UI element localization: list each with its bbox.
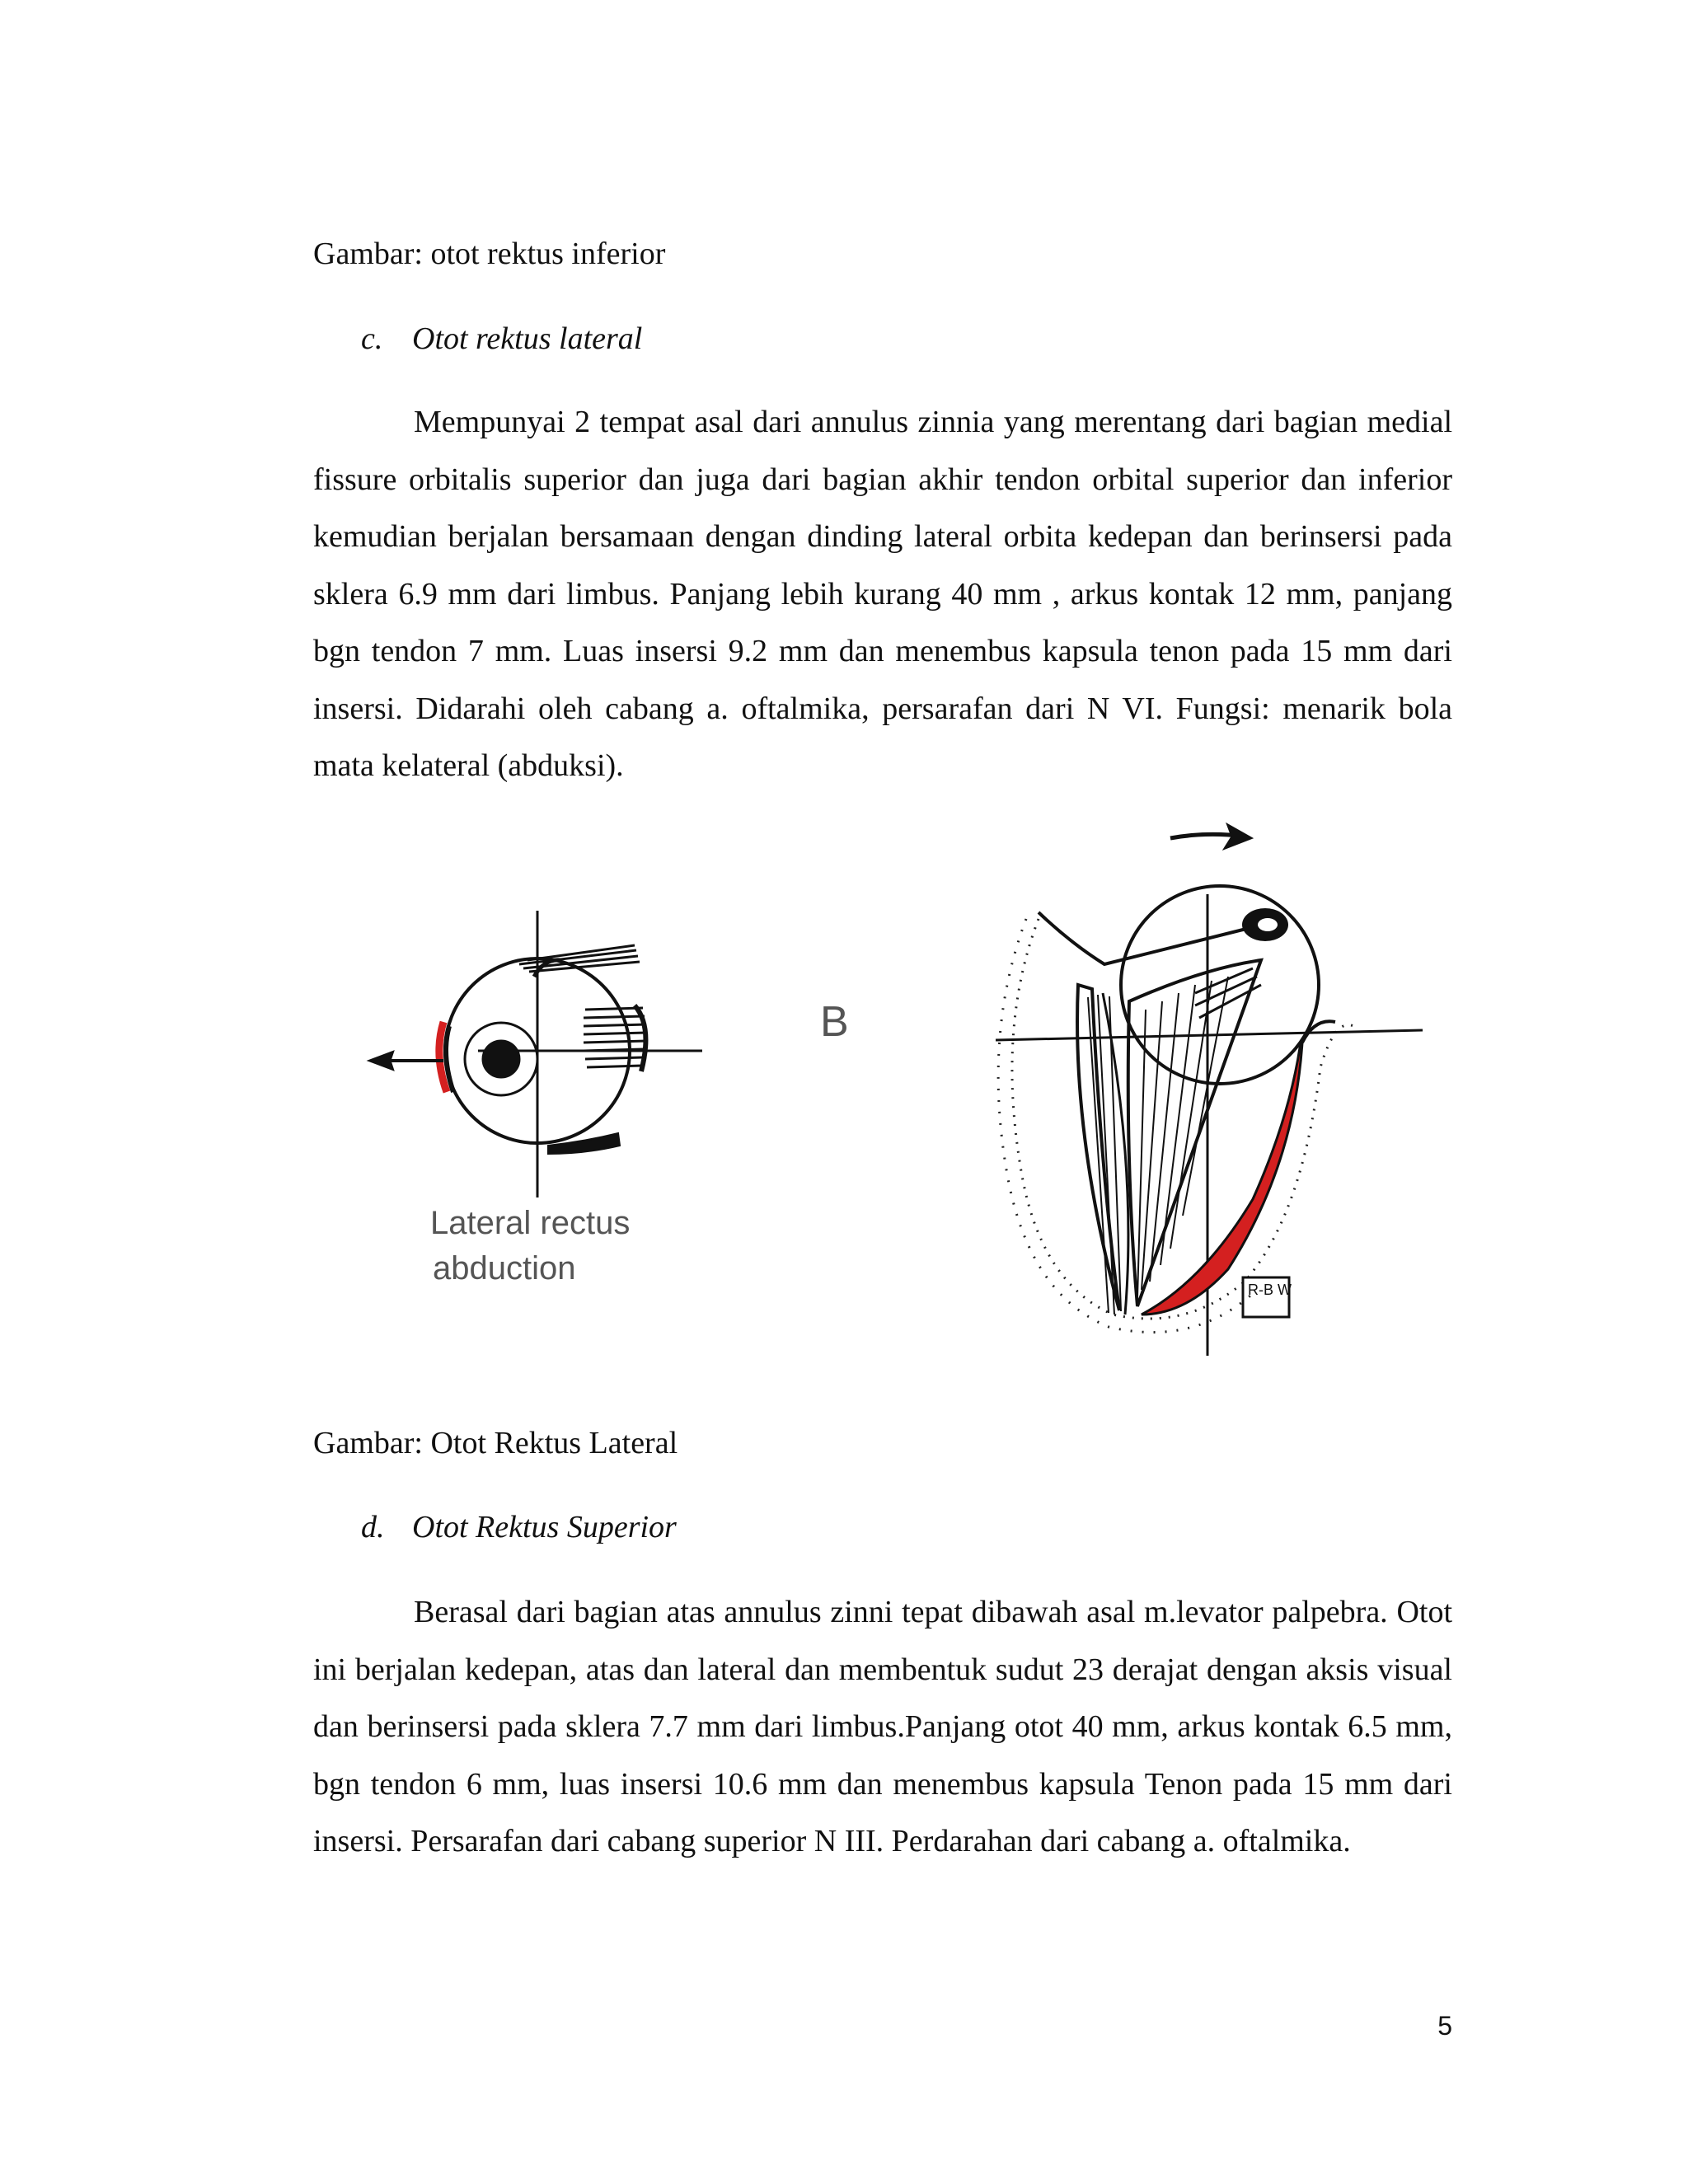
figure-lateral-rectus xyxy=(313,820,1452,1368)
page-number: 5 xyxy=(1437,2011,1452,2041)
panel-letter-b: B xyxy=(820,998,849,1046)
caption-inferior-rectus: Gambar: otot rektus inferior xyxy=(313,237,666,271)
caption-lateral-rectus: Gambar: Otot Rektus Lateral xyxy=(313,1426,678,1460)
section-title: Otot Rektus Superior xyxy=(412,1510,677,1544)
section-heading-c xyxy=(361,320,642,358)
artist-mark: R-B W xyxy=(1248,1282,1292,1298)
section-number: d. xyxy=(361,1510,385,1544)
right-eye-diagram xyxy=(996,886,1423,1356)
section-title: Otot rektus lateral xyxy=(412,321,643,356)
left-eye-diagram xyxy=(445,911,702,1197)
abduction-arrow-top xyxy=(1170,823,1253,850)
paragraph-lateral-rectus: Mempunyai 2 tempat asal dari annulus zinnia yang merentang dari bagian medial fissure orbitalis superior dan juga dari bagian akhir tendon orbital superior dan inferior kemudian berjalan bersamaan dengan dinding lateral orbita kedepan dan berinsersi pada sklera 6.9 mm dari limbus. Panjang lebih kurang 40 mm , arkus kontak 12 mm, panjang bgn tendon 7 mm. Luas insersi 9.2 mm dan menembus kapsula tenon pada 15 mm dari insersi. Didarahi oleh cabang a. oftalmika, persarafan dari N VI. Fungsi: menarik bola mata kelateral (abduksi). xyxy=(313,405,1452,783)
figure-illustration xyxy=(313,820,1452,1368)
abduction-arrow-left xyxy=(368,1051,443,1071)
paragraph-superior-rectus: Berasal dari bagian atas annulus zinni tepat dibawah asal m.levator palpebra. Otot ini berjalan kedepan, atas dan lateral dan membentuk sudut 23 derajat dengan aksis visual dan berinsersi pada sklera 7.7 mm dari limbus.Panjang otot 40 mm, arkus kontak 6.5 mm, bgn tendon 6 mm, luas insersi 10.6 mm dan menembus kapsula Tenon pada 15 mm dari insersi. Persarafan dari cabang superior N III. Perdarahan dari cabang a. oftalmika. xyxy=(313,1595,1452,1858)
section-number: c. xyxy=(361,321,383,356)
section-heading-d xyxy=(361,1508,677,1546)
figure-label-line1: Lateral rectus xyxy=(430,1205,631,1241)
figure-label-line2: abduction xyxy=(433,1250,576,1286)
